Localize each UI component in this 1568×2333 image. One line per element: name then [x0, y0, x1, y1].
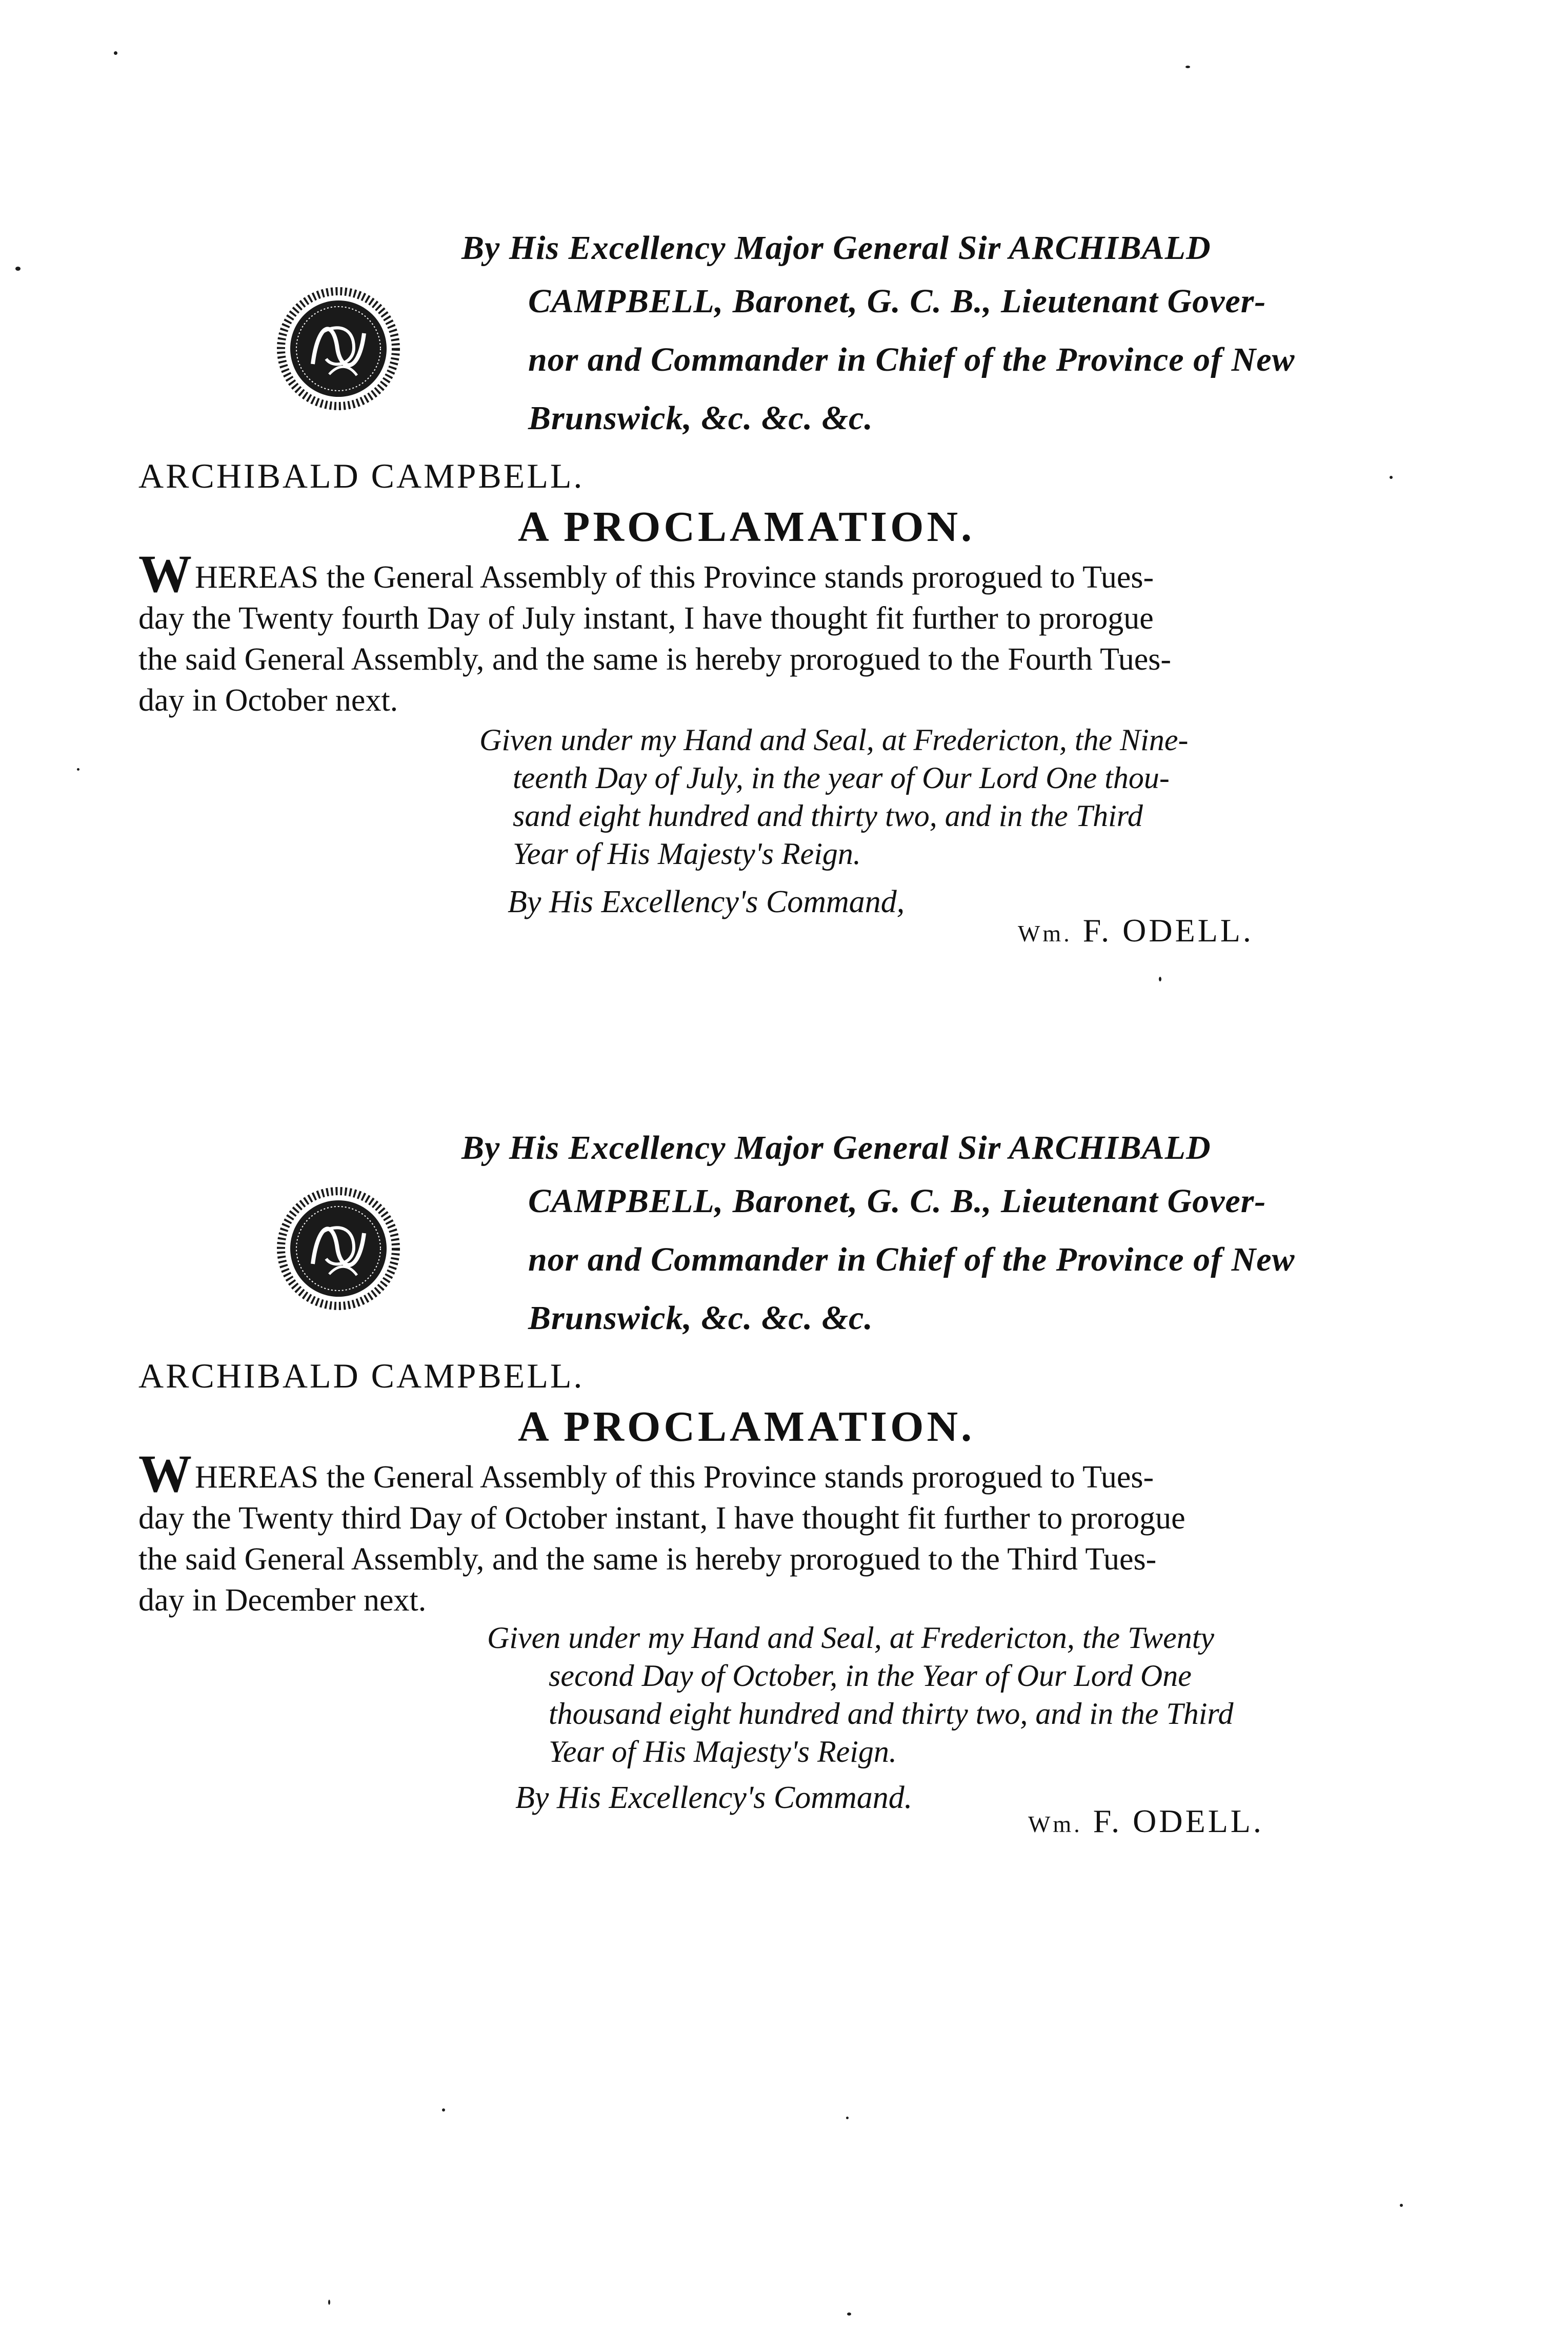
style-line: By His Excellency Major General Sir ARCHIBALD	[461, 229, 1211, 267]
secretary-initials: Wm.	[1028, 1811, 1082, 1837]
style-line: By His Excellency Major General Sir ARCHIBALD	[461, 1129, 1211, 1166]
body-line: day in October next.	[138, 683, 398, 718]
seal-icon	[277, 287, 400, 410]
style-line: Brunswick, &c. &c. &c.	[528, 399, 873, 437]
body-line: day the Twenty third Day of October instant, I have thought fit further to prorogue	[138, 1501, 1185, 1536]
body-line: the said General Assembly, and the same is hereby prorogued to the Third Tues-	[138, 1542, 1157, 1577]
print-speck	[1400, 2204, 1403, 2207]
given-line: Given under my Hand and Seal, at Fredericton, the Nine-	[479, 723, 1189, 757]
governor-signature: ARCHIBALD CAMPBELL.	[138, 456, 585, 495]
body-line: HEREAS the General Assembly of this Province stands prorogued to Tues-	[195, 560, 1154, 595]
given-line: second Day of October, in the Year of Our Lord One	[549, 1659, 1192, 1693]
style-line: Brunswick, &c. &c. &c.	[528, 1299, 873, 1337]
style-line: nor and Commander in Chief of the Province of New	[528, 1241, 1295, 1278]
body-line: the said General Assembly, and the same is hereby prorogued to the Fourth Tues-	[138, 642, 1172, 677]
given-line: Year of His Majesty's Reign.	[549, 1735, 897, 1768]
style-line: CAMPBELL, Baronet, G. C. B., Lieutenant Gover-	[528, 1182, 1267, 1220]
proclamation-body	[138, 545, 1359, 721]
command-line: By His Excellency's Command.	[515, 1780, 913, 1815]
secretary-name: F. ODELL.	[1093, 1803, 1264, 1839]
body-line: HEREAS the General Assembly of this Province stands prorogued to Tues-	[195, 1460, 1154, 1495]
print-speck	[442, 2108, 445, 2111]
secretary-name: F. ODELL.	[1082, 912, 1254, 949]
style-line: CAMPBELL, Baronet, G. C. B., Lieutenant Gover-	[528, 283, 1267, 320]
proclamation-1	[0, 205, 1568, 974]
print-speck	[328, 2300, 330, 2305]
given-line: teenth Day of July, in the year of Our Lord One thou-	[513, 761, 1170, 795]
given-line: thousand eight hundred and thirty two, and in the Third	[549, 1697, 1234, 1731]
seal-icon	[277, 1187, 400, 1310]
command-line: By His Excellency's Command,	[508, 884, 905, 919]
given-line: Year of His Majesty's Reign.	[513, 837, 861, 871]
drop-cap: W	[138, 545, 192, 604]
body-line: day in December next.	[138, 1583, 427, 1618]
proclamation-2	[0, 1105, 1568, 1874]
drop-cap: W	[138, 1444, 192, 1503]
governor-signature: ARCHIBALD CAMPBELL.	[138, 1356, 585, 1395]
print-speck	[114, 51, 117, 55]
proclamation-body	[138, 1444, 1359, 1621]
body-line: day the Twenty fourth Day of July instant, I have thought fit further to prorogue	[138, 601, 1154, 636]
given-line: Given under my Hand and Seal, at Fredericton, the Twenty	[487, 1621, 1215, 1655]
print-speck	[847, 2312, 851, 2316]
proclamation-heading: A PROCLAMATION.	[518, 1403, 975, 1451]
given-line: sand eight hundred and thirty two, and in the Third	[513, 799, 1143, 833]
proclamation-heading: A PROCLAMATION.	[518, 503, 975, 551]
print-speck	[1159, 977, 1161, 981]
print-speck	[1185, 66, 1190, 68]
secretary-signature	[1028, 1802, 1264, 1843]
secretary-signature	[1018, 912, 1254, 953]
style-line: nor and Commander in Chief of the Province of New	[528, 341, 1295, 378]
secretary-initials: Wm.	[1018, 920, 1072, 947]
print-speck	[846, 2117, 849, 2119]
